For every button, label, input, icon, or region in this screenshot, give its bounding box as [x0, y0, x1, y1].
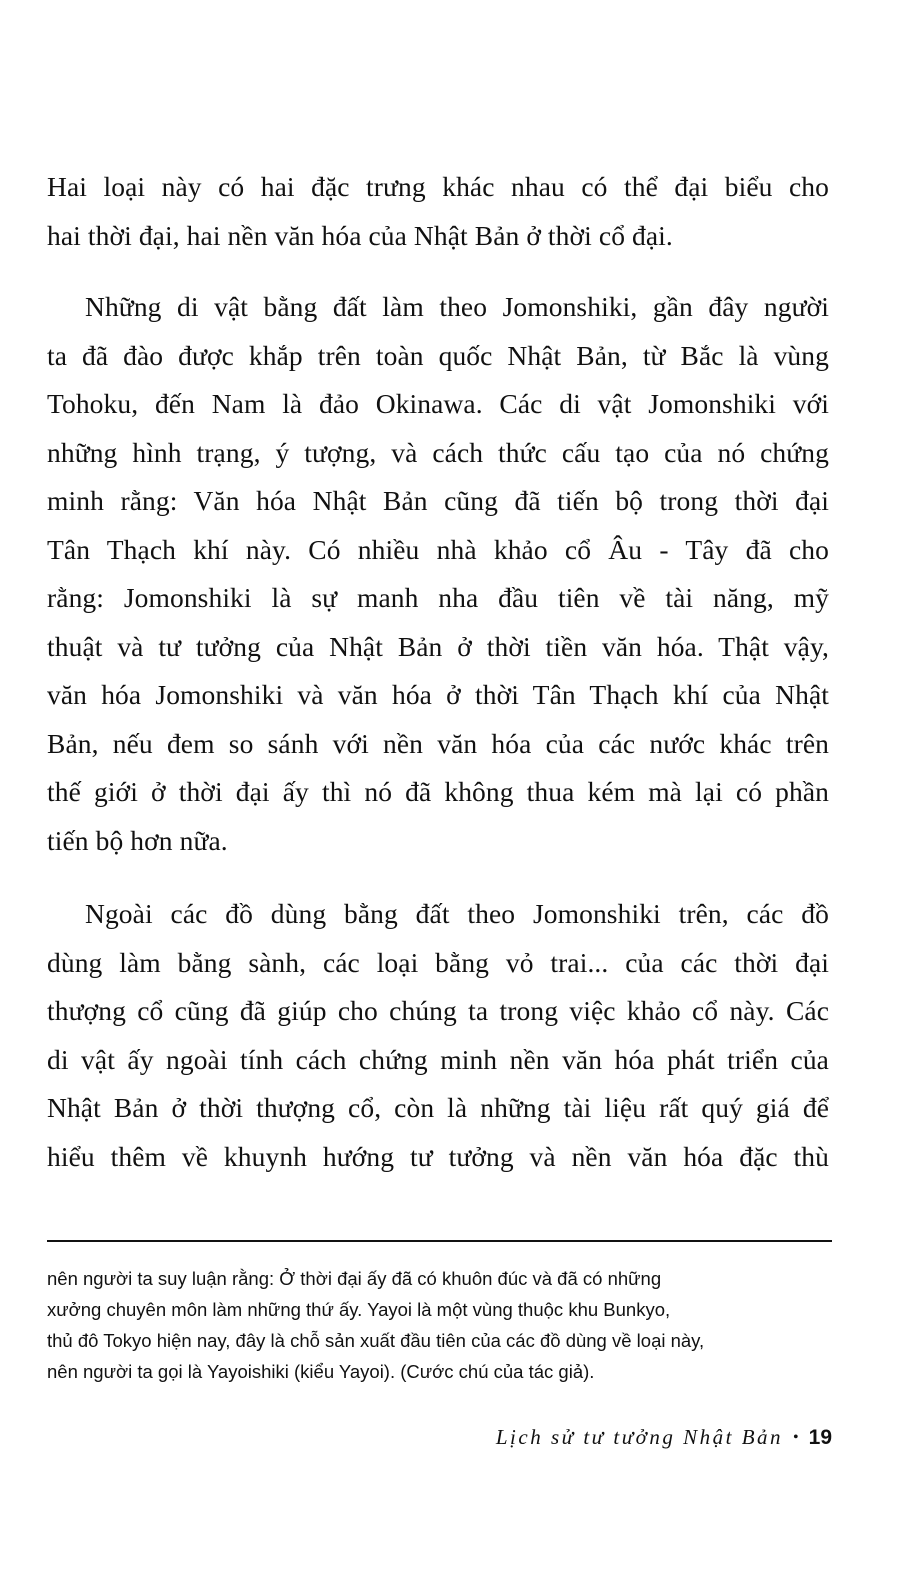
text-line: di vật ấy ngoài tính cách chứng minh nền văn hóa phát triển của	[47, 1043, 829, 1075]
text-line: rằng: Jomonshiki là sự manh nha đầu tiên về tài năng, mỹ	[47, 582, 829, 613]
footnote-divider	[47, 1240, 832, 1242]
footnote-line: xưởng chuyên môn làm những thứ ấy. Yayoi là một vùng thuộc khu Bunkyo,	[47, 1299, 671, 1320]
footnote-line: nên người ta suy luận rằng: Ở thời đại ấy đã có khuôn đúc và đã có những	[47, 1268, 662, 1289]
text-line: minh rằng: Văn hóa Nhật Bản cũng đã tiến bộ trong thời đại	[47, 485, 829, 516]
page-number: 19	[808, 1426, 832, 1449]
text-line: Những di vật bằng đất làm theo Jomonshiki, gần đây người	[85, 291, 829, 322]
bullet-separator: •	[793, 1429, 799, 1446]
text-line: Tohoku, đến Nam là đảo Okinawa. Các di vật Jomonshiki với	[47, 388, 829, 419]
paragraph-2	[47, 283, 829, 865]
text-line: ta đã đào được khắp trên toàn quốc Nhật Bản, từ Bắc là vùng	[47, 339, 829, 371]
footnote-line: nên người ta gọi là Yayoishiki (kiểu Yayoi). (Cước chú của tác giả).	[47, 1361, 595, 1382]
footnote-line: thủ đô Tokyo hiện nay, đây là chỗ sản xuất đầu tiên của các đồ dùng về loại này,	[47, 1330, 705, 1351]
text-line: hiểu thêm về khuynh hướng tư tưởng và nền văn hóa đặc thù	[47, 1140, 829, 1172]
footnote	[47, 1263, 832, 1387]
text-line: dùng làm bằng sành, các loại bằng vỏ trai... của các thời đại	[47, 946, 829, 978]
text-line: văn hóa Jomonshiki và văn hóa ở thời Tân Thạch khí của Nhật	[47, 679, 829, 710]
running-title: Lịch sử tư tưởng Nhật Bản	[495, 1425, 784, 1449]
text-line: Tân Thạch khí này. Có nhiều nhà khảo cổ Âu - Tây đã cho	[47, 533, 829, 565]
text-line: thế giới ở thời đại ấy thì nó đã không thua kém mà lại có phần	[47, 776, 829, 807]
paragraph-3	[47, 890, 829, 1181]
text-line: Hai loại này có hai đặc trưng khác nhau có thể đại biểu cho	[47, 171, 829, 202]
text-line: hai thời đại, hai nền văn hóa của Nhật Bản ở thời cổ đại.	[47, 219, 673, 251]
text-line: thuật và tư tưởng của Nhật Bản ở thời tiền văn hóa. Thật vậy,	[47, 630, 829, 662]
paragraph-1	[47, 163, 829, 260]
text-line: Bản, nếu đem so sánh với nền văn hóa của các nước khác trên	[47, 727, 829, 759]
text-line: thượng cổ cũng đã giúp cho chúng ta trong việc khảo cổ này. Các	[47, 995, 829, 1026]
running-footer	[496, 1425, 832, 1450]
text-line: những hình trạng, ý tượng, và cách thức cấu tạo của nó chứng	[47, 436, 829, 468]
text-line: Nhật Bản ở thời thượng cổ, còn là những tài liệu rất quý giá để	[47, 1092, 829, 1123]
text-line: Ngoài các đồ dùng bằng đất theo Jomonshiki trên, các đồ	[85, 898, 829, 929]
text-line: tiến bộ hơn nữa.	[47, 824, 228, 856]
